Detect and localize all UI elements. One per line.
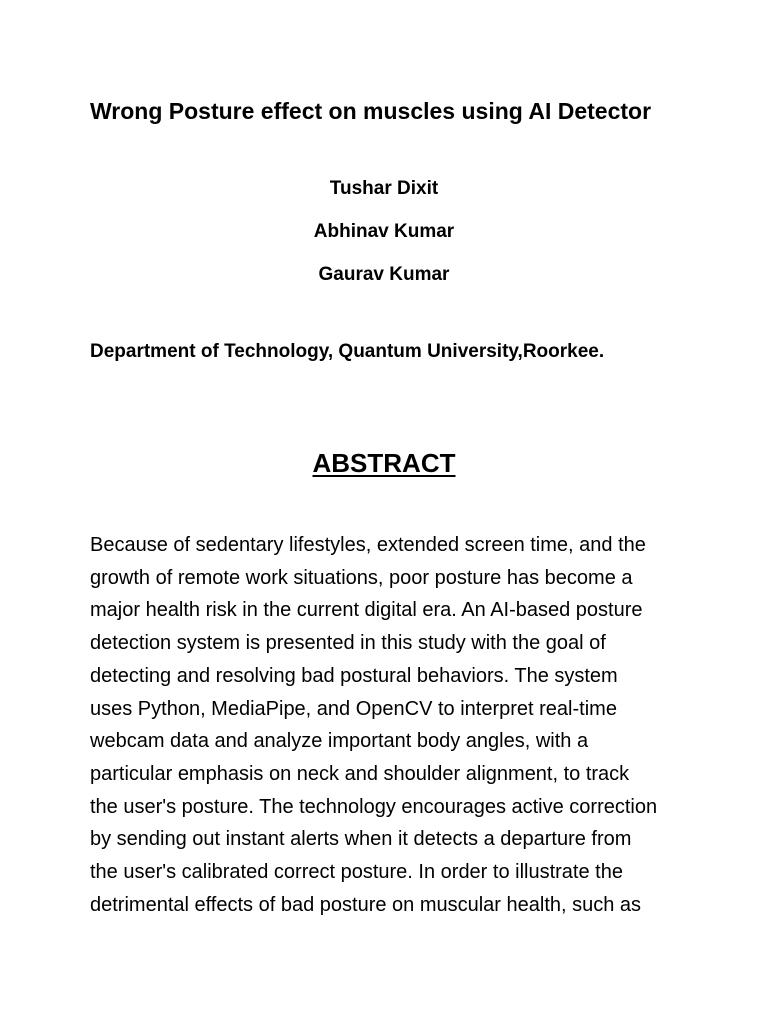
abstract-line: by sending out instant alerts when it detects a departure from [90, 828, 632, 851]
author-name: Tushar Dixit [329, 178, 439, 199]
abstract-line: detection system is presented in this study with the goal of [90, 632, 606, 655]
abstract-line: major health risk in the current digital era. An AI-based posture [90, 599, 643, 622]
paper-title: Wrong Posture effect on muscles using AI Detector [90, 98, 652, 124]
abstract-line: detecting and resolving bad postural behaviors. The system [90, 664, 618, 687]
abstract-line: uses Python, MediaPipe, and OpenCV to interpret real-time [90, 697, 617, 720]
abstract-line: the user's posture. The technology encourages active correction [90, 795, 658, 818]
abstract-line: webcam data and analyze important body angles, with a [90, 730, 589, 753]
abstract-line: growth of remote work situations, poor posture has become a [90, 566, 633, 589]
abstract-line: particular emphasis on neck and shoulder alignment, to track [90, 762, 630, 785]
abstract-line: Because of sedentary lifestyles, extended screen time, and the [90, 534, 646, 556]
author-name: Abhinav Kumar [313, 221, 455, 242]
abstract-heading: ABSTRACT [312, 448, 456, 478]
abstract-line: the user's calibrated correct posture. In order to illustrate the [90, 861, 623, 884]
abstract-line: detrimental effects of bad posture on muscular health, such as [90, 893, 642, 916]
author-name: Gaurav Kumar [318, 264, 450, 285]
abstract-body [90, 529, 710, 921]
affiliation: Department of Technology, Quantum University,Roorkee. [90, 341, 605, 362]
author-list [0, 175, 768, 304]
